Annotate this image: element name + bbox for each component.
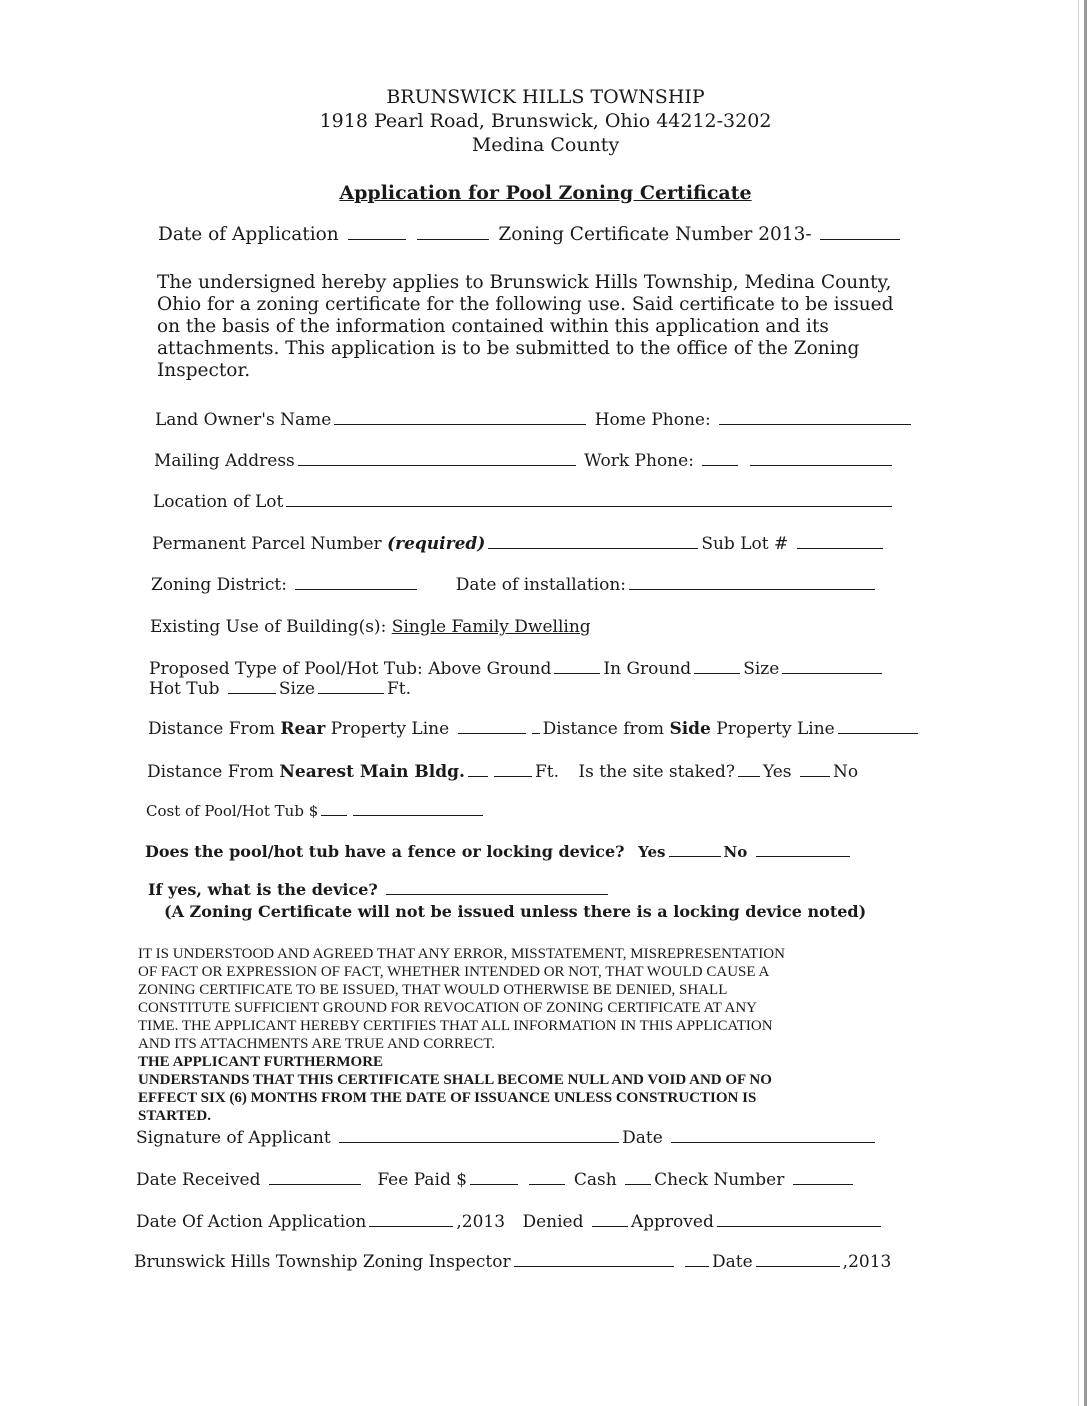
fee-paid-blank-1[interactable] bbox=[470, 1183, 518, 1185]
cost-blank-2[interactable] bbox=[353, 814, 483, 816]
distance-rear-row bbox=[148, 719, 921, 739]
hot-tub-size-label: Size bbox=[278, 679, 315, 699]
land-owner-row bbox=[155, 410, 914, 430]
parcel-label: Permanent Parcel Number bbox=[152, 534, 382, 554]
date-application-blank-1[interactable] bbox=[348, 238, 406, 240]
device-blank[interactable] bbox=[386, 893, 608, 895]
mailing-address-row bbox=[154, 451, 895, 471]
cost-label: Cost of Pool/Hot Tub $ bbox=[146, 802, 319, 820]
dist-main-blank-1[interactable] bbox=[468, 775, 488, 777]
device-row bbox=[148, 880, 611, 899]
cash-blank[interactable] bbox=[625, 1183, 651, 1185]
existing-use-row bbox=[150, 617, 591, 637]
date-application-label: Date of Application bbox=[158, 224, 339, 245]
legal-line: EFFECT SIX (6) MONTHS FROM THE DATE OF ISSUANCE UNLESS CONSTRUCTION IS bbox=[138, 1090, 757, 1106]
distance-main-row bbox=[147, 762, 858, 782]
fence-no-label: No bbox=[723, 843, 748, 861]
above-ground-label: Above Ground bbox=[428, 659, 552, 679]
work-phone-label: Work Phone: bbox=[584, 451, 694, 471]
date-application-blank-2[interactable] bbox=[417, 238, 489, 240]
parcel-blank[interactable] bbox=[488, 547, 698, 549]
legal-line: UNDERSTANDS THAT THIS CERTIFICATE SHALL BECOME NULL AND VOID AND OF NO bbox=[138, 1072, 772, 1088]
check-number-blank[interactable] bbox=[793, 1183, 853, 1185]
fence-no-blank[interactable] bbox=[756, 855, 850, 857]
approved-blank[interactable] bbox=[717, 1225, 881, 1227]
dist-rear-blank[interactable] bbox=[458, 732, 526, 734]
pool-type-row bbox=[149, 659, 885, 699]
mailing-address-label: Mailing Address bbox=[154, 451, 295, 471]
dist-main-a: Distance From bbox=[147, 762, 274, 782]
date-received-blank[interactable] bbox=[269, 1183, 361, 1185]
para-line: attachments. This application is to be submitted to the office of the Zoning bbox=[157, 338, 860, 359]
para-line: Inspector. bbox=[157, 360, 251, 381]
date-install-blank[interactable] bbox=[629, 588, 875, 590]
legal-line: CONSTITUTE SUFFICIENT GROUND FOR REVOCATION OF ZONING CERTIFICATE AT ANY bbox=[138, 1000, 757, 1016]
home-phone-blank[interactable] bbox=[719, 423, 911, 425]
scan-edge-inner bbox=[1078, 0, 1079, 1406]
location-row bbox=[153, 492, 895, 512]
scan-edge bbox=[1084, 0, 1087, 1406]
work-phone-blank-1[interactable] bbox=[702, 464, 738, 466]
signature-row bbox=[136, 1128, 878, 1148]
staked-yes-blank[interactable] bbox=[738, 775, 760, 777]
fee-paid-label: Fee Paid $ bbox=[377, 1170, 468, 1190]
dist-side-a: Distance from bbox=[542, 719, 665, 739]
date-action-label: Date Of Action Application bbox=[136, 1212, 367, 1232]
date-received-label: Date Received bbox=[136, 1170, 261, 1190]
size-blank[interactable] bbox=[782, 672, 882, 674]
legal-line-b: THE APPLICANT FURTHERMORE bbox=[138, 1054, 384, 1070]
approved-label: Approved bbox=[630, 1212, 714, 1232]
ft2-label: Ft. bbox=[534, 762, 559, 782]
signature-date-blank[interactable] bbox=[671, 1141, 875, 1143]
date-application-row bbox=[158, 224, 903, 245]
hot-tub-blank[interactable] bbox=[228, 692, 276, 694]
action-row bbox=[136, 1212, 884, 1232]
legal-line: STARTED. bbox=[138, 1108, 211, 1124]
yes-label: Yes bbox=[763, 762, 792, 782]
inspector-row bbox=[134, 1252, 891, 1272]
signature-date-label: Date bbox=[622, 1128, 663, 1148]
para-line: The undersigned hereby applies to Brunswick Hills Township, Medina County, bbox=[157, 272, 892, 293]
land-owner-label: Land Owner's Name bbox=[155, 410, 332, 430]
fence-yes-blank[interactable] bbox=[669, 855, 721, 857]
legal-line-a: AND ITS ATTACHMENTS ARE TRUE AND CORRECT. bbox=[138, 1036, 496, 1052]
work-phone-blank-2[interactable] bbox=[750, 464, 892, 466]
existing-use-label: Existing Use of Building(s): bbox=[150, 617, 387, 637]
legal-line: ZONING CERTIFICATE TO BE ISSUED, THAT WOULD OTHERWISE BE DENIED, SHALL bbox=[138, 982, 728, 998]
fence-yes-label: Yes bbox=[638, 843, 666, 861]
inspector-date-label: Date bbox=[712, 1252, 753, 1272]
parcel-required: (required) bbox=[387, 534, 486, 554]
hot-tub-label: Hot Tub bbox=[149, 679, 220, 699]
fee-paid-blank-2[interactable] bbox=[529, 1183, 565, 1185]
para-line: on the basis of the information contained within this application and its bbox=[157, 316, 829, 337]
fence-question: Does the pool/hot tub have a fence or locking device? bbox=[145, 842, 625, 861]
year-1: ,2013 bbox=[456, 1212, 506, 1232]
dist-side-lead-blank[interactable] bbox=[532, 732, 540, 734]
legal-line: IT IS UNDERSTOOD AND AGREED THAT ANY ERROR, MISSTATEMENT, MISREPRESENTATION bbox=[138, 946, 785, 962]
legal-line bbox=[138, 1035, 918, 1071]
land-owner-blank[interactable] bbox=[334, 423, 586, 425]
cert-number-label: Zoning Certificate Number 2013- bbox=[498, 224, 812, 245]
dist-side-b: Side bbox=[669, 719, 711, 739]
legal-statement bbox=[138, 945, 918, 1125]
dist-side-blank[interactable] bbox=[838, 732, 918, 734]
dist-main-blank-2[interactable] bbox=[494, 775, 532, 777]
above-ground-blank[interactable] bbox=[554, 672, 600, 674]
site-staked-label: Is the site staked? bbox=[578, 762, 735, 782]
device-question: If yes, what is the device? bbox=[148, 880, 378, 899]
date-received-row bbox=[136, 1170, 856, 1190]
township-name: BRUNSWICK HILLS TOWNSHIP bbox=[386, 86, 705, 108]
zoning-district-blank[interactable] bbox=[295, 588, 417, 590]
denied-blank[interactable] bbox=[592, 1225, 628, 1227]
intro-paragraph bbox=[157, 272, 917, 382]
date-action-blank[interactable] bbox=[369, 1225, 453, 1227]
existing-use-value: Single Family Dwelling bbox=[391, 617, 591, 637]
date-install-label: Date of installation: bbox=[455, 575, 627, 595]
zoning-row bbox=[151, 575, 878, 595]
zoning-district-label: Zoning District: bbox=[151, 575, 287, 595]
location-label: Location of Lot bbox=[153, 492, 284, 512]
dist-rear-c: Property Line bbox=[330, 719, 450, 739]
dist-main-b: Nearest Main Bldg. bbox=[279, 762, 465, 782]
home-phone-label: Home Phone: bbox=[594, 410, 711, 430]
inspector-label: Brunswick Hills Township Zoning Inspector bbox=[134, 1252, 511, 1272]
legal-line: TIME. THE APPLICANT HEREBY CERTIFIES THAT ALL INFORMATION IN THIS APPLICATION bbox=[138, 1018, 773, 1034]
inspector-blank[interactable] bbox=[514, 1265, 674, 1267]
denied-label: Denied bbox=[522, 1212, 584, 1232]
year-2: ,2013 bbox=[842, 1252, 892, 1272]
cert-number-blank[interactable] bbox=[820, 238, 900, 240]
dist-side-c: Property Line bbox=[716, 719, 835, 739]
ft-label: Ft. bbox=[386, 679, 412, 699]
hot-tub-size-blank[interactable] bbox=[318, 692, 384, 694]
dist-rear-b: Rear bbox=[280, 719, 326, 739]
cost-blank-1[interactable] bbox=[321, 814, 347, 816]
sub-lot-blank[interactable] bbox=[797, 547, 883, 549]
parcel-row bbox=[152, 534, 886, 554]
township-address: 1918 Pearl Road, Brunswick, Ohio 44212-3202 bbox=[319, 110, 772, 132]
dist-rear-a: Distance From bbox=[148, 719, 275, 739]
in-ground-label: In Ground bbox=[603, 659, 692, 679]
cash-label: Cash bbox=[573, 1170, 617, 1190]
cost-row bbox=[146, 802, 486, 820]
inspector-date-blank[interactable] bbox=[756, 1265, 840, 1267]
check-number-label: Check Number bbox=[654, 1170, 785, 1190]
county-name: Medina County bbox=[471, 134, 620, 156]
fence-row bbox=[145, 842, 853, 861]
location-blank[interactable] bbox=[286, 505, 892, 507]
form-title: Application for Pool Zoning Certificate bbox=[339, 182, 752, 204]
in-ground-blank[interactable] bbox=[694, 672, 740, 674]
device-note: (A Zoning Certificate will not be issued unless there is a locking device noted) bbox=[164, 902, 867, 921]
signature-label: Signature of Applicant bbox=[136, 1128, 331, 1148]
mailing-address-blank[interactable] bbox=[298, 464, 576, 466]
inspector-blank-2[interactable] bbox=[685, 1265, 709, 1267]
pool-type-label: Proposed Type of Pool/Hot Tub: bbox=[149, 659, 423, 679]
para-line: Ohio for a zoning certificate for the following use. Said certificate to be issued bbox=[157, 294, 894, 315]
legal-line: OF FACT OR EXPRESSION OF FACT, WHETHER INTENDED OR NOT, THAT WOULD CAUSE A bbox=[138, 964, 770, 980]
size-label: Size bbox=[743, 659, 780, 679]
staked-no-blank[interactable] bbox=[800, 775, 830, 777]
sub-lot-label: Sub Lot # bbox=[701, 534, 789, 554]
no-label: No bbox=[832, 762, 859, 782]
signature-blank[interactable] bbox=[339, 1141, 619, 1143]
